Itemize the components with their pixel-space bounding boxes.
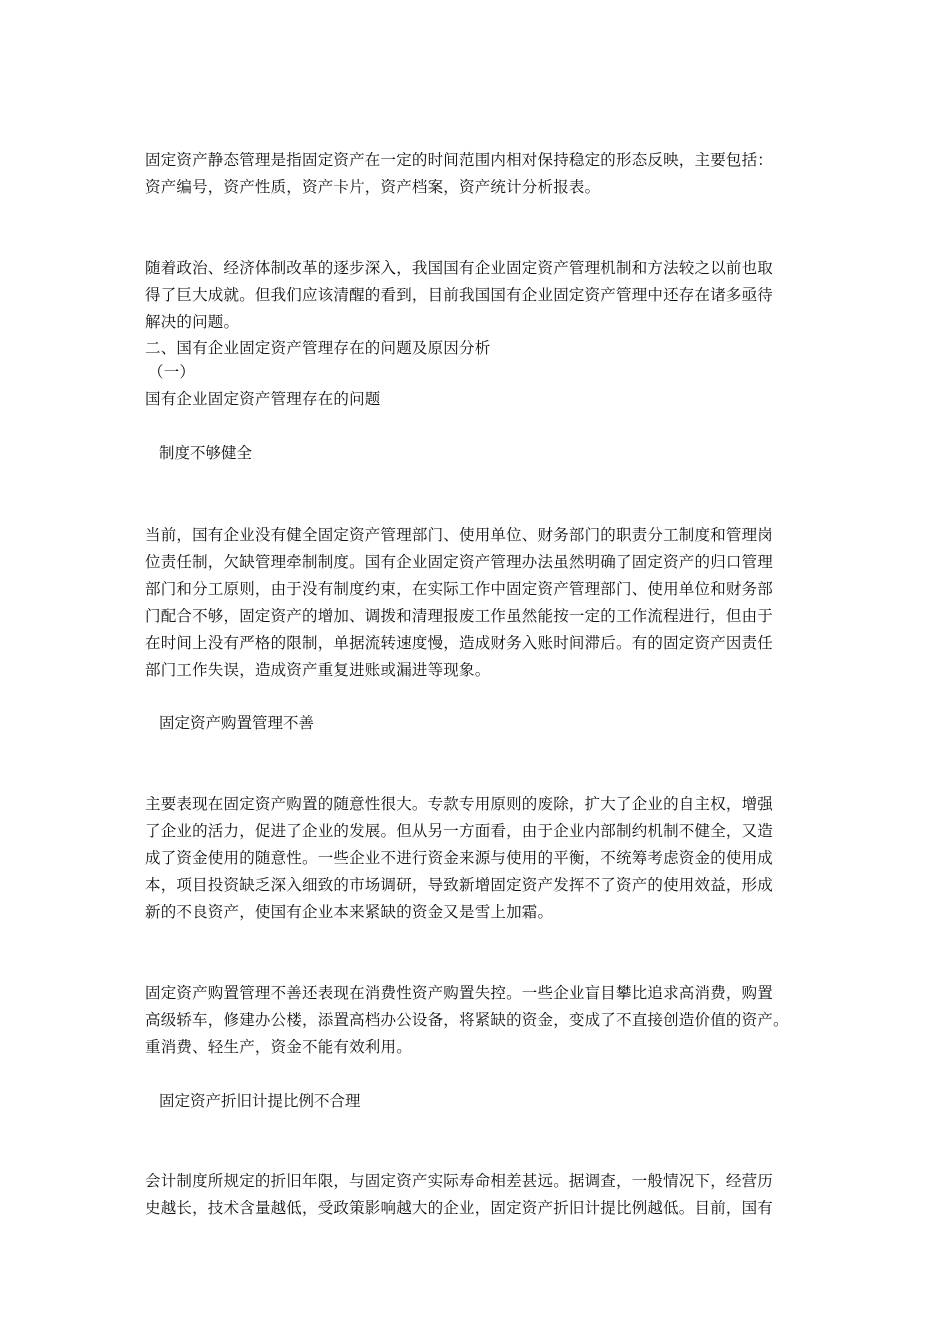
paragraph-purchase-issues — [145, 791, 810, 926]
text-line: 本，项目投资缺乏深入细致的市场调研，导致新增固定资产发挥不了资产的使用效益，形成 — [145, 876, 774, 894]
text-line: 主要表现在固定资产购置的随意性很大。专款专用原则的废除，扩大了企业的自主权，增强 — [145, 795, 774, 813]
paragraph-depreciation-issues — [145, 1168, 810, 1222]
text-line: 固定资产静态管理是指固定资产在一定的时间范围内相对保持稳定的形态反映，主要包括： — [145, 151, 774, 169]
text-line: 部门和分工原则，由于没有制度约束，在实际工作中固定资产管理部门、使用单位和财务部 — [145, 580, 774, 598]
text-line: 高级轿车，修建办公楼，添置高档办公设备，将紧缺的资金，变成了不直接创造价值的资产。 — [145, 1011, 789, 1029]
text-line: 位责任制，欠缺管理牵制制度。国有企业固定资产管理办法虽然明确了固定资产的归口管理 — [145, 553, 774, 571]
paragraph-system-issues — [145, 522, 810, 684]
text-line: 部门工作失误，造成资产重复进账或漏进等现象。 — [145, 661, 491, 679]
text-line: 成了资金使用的随意性。一些企业不进行资金来源与使用的平衡，不统筹考虑资金的使用成 — [145, 849, 774, 867]
text-line: 重消费、轻生产，资金不能有效利用。 — [145, 1038, 412, 1056]
section-heading: 二、国有企业固定资产管理存在的问题及原因分析 — [145, 339, 491, 357]
text-line: 随着政治、经济体制改革的逐步深入，我国国有企业固定资产管理机制和方法较之以前也取 — [145, 259, 774, 277]
item-title-purchase: 固定资产购置管理不善 — [159, 714, 315, 732]
text-line: 新的不良资产，使国有企业本来紧缺的资金又是雪上加霜。 — [145, 903, 554, 921]
text-line: 解决的问题。 — [145, 313, 240, 331]
text-line: 史越长，技术含量越低，受政策影响越大的企业，固定资产折旧计提比例越低。目前，国有 — [145, 1199, 774, 1217]
text-line: 了企业的活力，促进了企业的发展。但从另一方面看，由于企业内部制约机制不健全，又造 — [145, 822, 774, 840]
text-line: 资产编号，资产性质，资产卡片，资产档案，资产统计分析报表。 — [145, 178, 601, 196]
subsection-heading: 国有企业固定资产管理存在的问题 — [145, 390, 381, 408]
subsection-marker: （一） — [148, 363, 196, 381]
item-title-system: 制度不够健全 — [159, 444, 253, 462]
paragraph-reform-progress — [145, 255, 810, 336]
text-line: 得了巨大成就。但我们应该清醒的看到，目前我国国有企业固定资产管理中还存在诸多亟待 — [145, 286, 774, 304]
text-line: 固定资产购置管理不善还表现在消费性资产购置失控。一些企业盲目攀比追求高消费，购置 — [145, 984, 774, 1002]
paragraph-static-management — [145, 147, 810, 201]
text-line: 门配合不够，固定资产的增加、调拨和清理报废工作虽然能按一定的工作流程进行，但由于 — [145, 607, 774, 625]
text-line: 当前，国有企业没有健全固定资产管理部门、使用单位、财务部门的职责分工制度和管理岗 — [145, 526, 774, 544]
paragraph-consumption-issues — [145, 980, 810, 1061]
text-line: 在时间上没有严格的限制，单据流转速度慢，造成财务入账时间滞后。有的固定资产因责任 — [145, 634, 774, 652]
text-line: 会计制度所规定的折旧年限，与固定资产实际寿命相差甚远。据调查，一般情况下，经营历 — [145, 1172, 774, 1190]
item-title-depreciation: 固定资产折旧计提比例不合理 — [159, 1092, 361, 1110]
